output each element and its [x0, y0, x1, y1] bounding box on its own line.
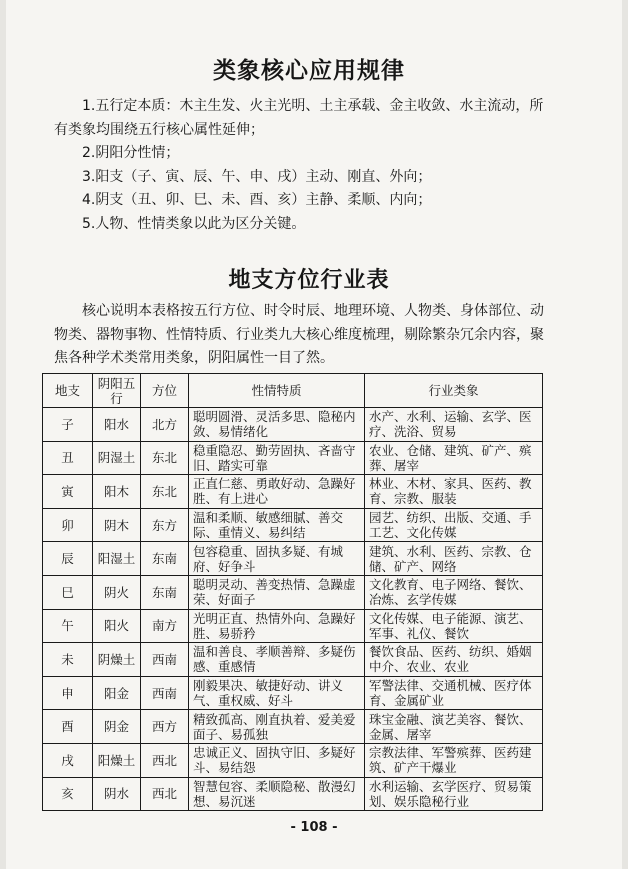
cell-yinyang: 阴燥土 — [93, 643, 141, 677]
table-row — [43, 710, 543, 744]
cell-direction: 西北 — [141, 777, 189, 811]
rules-list — [54, 95, 544, 236]
header-yinyang: 阴阳五行 — [93, 374, 141, 408]
cell-traits: 聪明灵动、善变热情、急躁虚荣、好面子 — [189, 575, 365, 609]
cell-traits: 精致孤高、刚直执着、爱美爱面子、易孤独 — [189, 710, 365, 744]
cell-yinyang: 阳水 — [93, 408, 141, 442]
cell-yinyang: 阳木 — [93, 475, 141, 509]
table-row — [43, 575, 543, 609]
cell-branch: 辰 — [43, 542, 93, 576]
branch-table — [42, 373, 543, 811]
cell-traits: 稳重隐忍、勤劳固执、吝啬守旧、踏实可靠 — [189, 441, 365, 475]
left-edge — [0, 0, 6, 869]
intro-paragraph: 核心说明本表格按五行方位、时令时辰、地理环境、人物类、身体部位、动物类、器物事物、性情特质、行业类九大核心维度梳理，剔除繁杂冗余内容，聚焦各种学术类常用类象，阴阳属性一目了然。 — [54, 303, 544, 366]
header-direction: 方位 — [141, 374, 189, 408]
cell-industry: 农业、仓储、建筑、矿产、殡葬、屠宰 — [365, 441, 543, 475]
table-row — [43, 441, 543, 475]
cell-branch: 午 — [43, 609, 93, 643]
cell-yinyang: 阳湿土 — [93, 542, 141, 576]
table-row — [43, 508, 543, 542]
cell-industry: 宗教法律、军警殡葬、医药建筑、矿产干爆业 — [365, 743, 543, 777]
header-traits: 性情特质 — [189, 374, 365, 408]
cell-direction: 东北 — [141, 441, 189, 475]
cell-industry: 军警法律、交通机械、医疗体育、金属矿业 — [365, 676, 543, 710]
cell-industry: 建筑、水利、医药、宗教、仓储、矿产、网络 — [365, 542, 543, 576]
cell-traits: 温和柔顺、敏感细腻、善交际、重情义、易纠结 — [189, 508, 365, 542]
cell-branch: 申 — [43, 676, 93, 710]
page-number: - 108 - — [290, 820, 338, 835]
cell-branch: 卯 — [43, 508, 93, 542]
right-edge — [622, 0, 628, 869]
cell-direction: 西北 — [141, 743, 189, 777]
table-row — [43, 609, 543, 643]
cell-direction: 南方 — [141, 609, 189, 643]
cell-yinyang: 阴湿土 — [93, 441, 141, 475]
cell-industry: 文化传媒、电子能源、演艺、军事、礼仪、餐饮 — [365, 609, 543, 643]
cell-industry: 水产、水利、运输、玄学、医疗、洗浴、贸易 — [365, 408, 543, 442]
table-row — [43, 743, 543, 777]
cell-direction: 东方 — [141, 508, 189, 542]
cell-yinyang: 阴木 — [93, 508, 141, 542]
header-branch: 地支 — [43, 374, 93, 408]
cell-branch: 亥 — [43, 777, 93, 811]
table-row — [43, 542, 543, 576]
table-row — [43, 475, 543, 509]
table-row — [43, 643, 543, 677]
cell-branch: 戌 — [43, 743, 93, 777]
cell-direction: 东南 — [141, 575, 189, 609]
cell-industry: 文化教育、电子网络、餐饮、冶炼、玄学传媒 — [365, 575, 543, 609]
section-title: 地支方位行业表 — [228, 268, 390, 293]
cell-traits: 忠诚正义、固执守旧、多疑好斗、易结怨 — [189, 743, 365, 777]
rule-item: 5.人物、性情类象以此为区分关键。 — [82, 215, 306, 232]
cell-branch: 酉 — [43, 710, 93, 744]
cell-branch: 子 — [43, 408, 93, 442]
cell-traits: 智慧包容、柔顺隐秘、散漫幻想、易沉迷 — [189, 777, 365, 811]
cell-traits: 包容稳重、固执多疑、有城府、好争斗 — [189, 542, 365, 576]
cell-traits: 温和善良、孝顺善辩、多疑伤感、重感情 — [189, 643, 365, 677]
cell-yinyang: 阳火 — [93, 609, 141, 643]
cell-direction: 东南 — [141, 542, 189, 576]
cell-industry: 珠宝金融、演艺美容、餐饮、金属、屠宰 — [365, 710, 543, 744]
cell-traits: 聪明圆滑、灵活多思、隐秘内敛、易情绪化 — [189, 408, 365, 442]
cell-yinyang: 阴水 — [93, 777, 141, 811]
page-title: 类象核心应用规律 — [213, 58, 405, 84]
cell-direction: 西南 — [141, 676, 189, 710]
cell-industry: 园艺、纺织、出版、交通、手工艺、文化传媒 — [365, 508, 543, 542]
cell-branch: 巳 — [43, 575, 93, 609]
rule-item: 3.阳支（子、寅、辰、午、申、戌）主动、刚直、外向； — [82, 168, 432, 185]
cell-yinyang: 阴火 — [93, 575, 141, 609]
table-header-row — [43, 374, 543, 408]
cell-branch: 未 — [43, 643, 93, 677]
cell-direction: 西方 — [141, 710, 189, 744]
cell-direction: 北方 — [141, 408, 189, 442]
cell-traits: 刚毅果决、敏捷好动、讲义气、重权威、好斗 — [189, 676, 365, 710]
table-row — [43, 777, 543, 811]
cell-traits: 光明正直、热情外向、急躁好胜、易骄矜 — [189, 609, 365, 643]
cell-yinyang: 阳金 — [93, 676, 141, 710]
cell-industry: 餐饮食品、医药、纺织、婚姻中介、农业、农业 — [365, 643, 543, 677]
cell-branch: 寅 — [43, 475, 93, 509]
header-industry: 行业类象 — [365, 374, 543, 408]
rule-item: 2.阴阳分性情； — [82, 145, 180, 161]
cell-traits: 正直仁慈、勇敢好动、急躁好胜、有上进心 — [189, 475, 365, 509]
table-row — [43, 676, 543, 710]
cell-yinyang: 阴金 — [93, 710, 141, 744]
cell-branch: 丑 — [43, 441, 93, 475]
cell-industry: 林业、木材、家具、医药、教育、宗教、服装 — [365, 475, 543, 509]
rule-item: 4.阴支（丑、卯、巳、未、酉、亥）主静、柔顺、内向； — [82, 192, 432, 208]
cell-industry: 水利运输、玄学医疗、贸易策划、娱乐隐秘行业 — [365, 777, 543, 811]
cell-direction: 西南 — [141, 643, 189, 677]
cell-direction: 东北 — [141, 475, 189, 509]
table-row — [43, 408, 543, 442]
rule-item: 1.五行定本质：木主生发、火主光明、土主承载、金主收敛、水主流动，所有类象均围绕五行核心属性延伸； — [54, 98, 544, 138]
cell-yinyang: 阳燥土 — [93, 743, 141, 777]
